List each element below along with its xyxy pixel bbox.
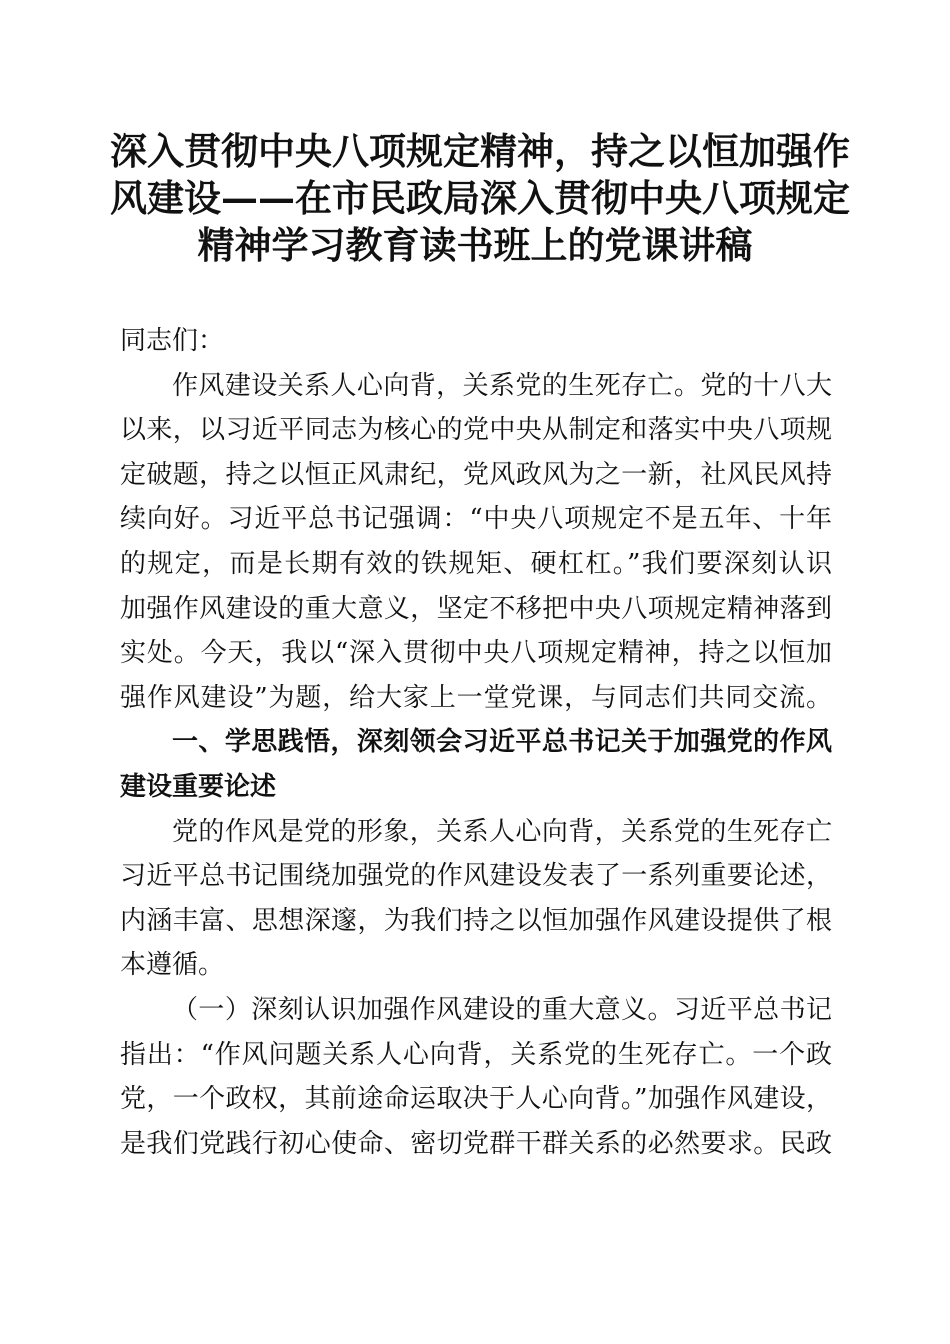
text-line: 加强作风建设的重大意义，坚定不移把中央八项规定精神落到 (120, 593, 832, 624)
text-line: 是我们党践行初心使命、密切党群干群关系的必然要求。民政 (120, 1128, 832, 1159)
heading-line: 建设重要论述 (120, 771, 277, 802)
heading-line: 一、学思践悟，深刻领会习近平总书记关于加强党的作风 (172, 727, 832, 758)
text-line: 定破题，持之以恒正风肃纪，党风政风为之一新，社风民风持 (120, 459, 832, 490)
text-line: 指出：“作风问题关系人心向背，关系党的生死存亡。一个政 (120, 1039, 832, 1070)
document-title (110, 128, 850, 269)
salutation: 同志们： (120, 326, 225, 356)
text-line: 强作风建设”为题，给大家上一堂党课，与同志们共同交流。 (120, 682, 832, 713)
title-line: 深入贯彻中央八项规定精神，持之以恒加强作 (110, 129, 850, 173)
text-line: 内涵丰富、思想深邃，为我们持之以恒加强作风建设提供了根 (120, 905, 832, 936)
text-line: 的规定，而是长期有效的铁规矩、硬杠杠。”我们要深刻认识 (120, 548, 832, 579)
text-line: （一）深刻认识加强作风建设的重大意义。习近平总书记 (172, 994, 832, 1025)
text-line: 作风建设关系人心向背，关系党的生死存亡。党的十八大 (172, 370, 832, 401)
text-line: 本遵循。 (120, 950, 225, 981)
text-line: 党的作风是党的形象，关系人心向背，关系党的生死存亡 (172, 816, 832, 847)
section-heading-1 (120, 720, 832, 809)
paragraph-intro (120, 364, 832, 721)
text-line: 实处。今天，我以“深入贯彻中央八项规定精神，持之以恒加 (120, 638, 832, 669)
title-line: 风建设——在市民政局深入贯彻中央八项规定 (110, 176, 850, 220)
text-line: 以来，以习近平同志为核心的党中央从制定和落实中央八项规 (120, 415, 832, 446)
title-line: 精神学习教育读书班上的党课讲稿 (197, 223, 753, 267)
text-line: 党，一个政权，其前途命运取决于人心向背。”加强作风建设， (120, 1084, 832, 1115)
document-body (120, 319, 832, 1166)
paragraph-3 (120, 988, 832, 1166)
paragraph-2 (120, 810, 832, 988)
text-line: 续向好。习近平总书记强调：“中央八项规定不是五年、十年 (120, 504, 832, 535)
text-line: 习近平总书记围绕加强党的作风建设发表了一系列重要论述， (120, 861, 832, 892)
